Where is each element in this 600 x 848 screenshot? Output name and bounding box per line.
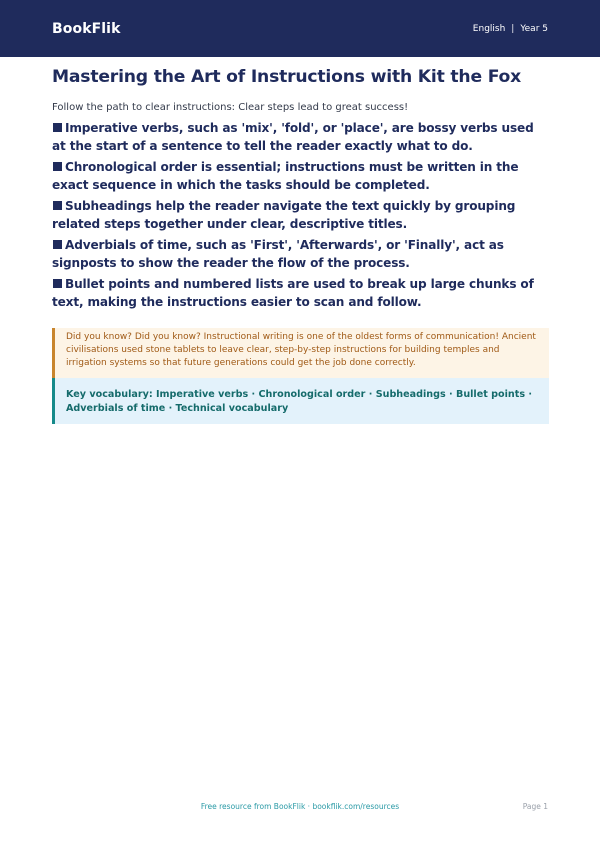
page-title: Mastering the Art of Instructions with Kit the Fox: [52, 67, 522, 87]
subject-label: English: [472, 23, 506, 34]
page-header: [0, 0, 600, 57]
list-item: [52, 159, 549, 194]
page-number: Page 1: [522, 802, 548, 811]
did-you-know-box: Did you know? Did you know? Instructional writing is one of the oldest forms of communication! Ancient civilisations used stone tablets to leave clear, step-by-step instructions for building temples and irrigation systems so that future generations could get the job done correctly.: [52, 328, 549, 378]
list-item: [52, 276, 549, 311]
square-bullet-icon: [53, 201, 62, 210]
year-label: Year 5: [520, 23, 548, 34]
page-subtitle: Follow the path to clear instructions: Clear steps lead to great success!: [52, 102, 409, 113]
list-item-text: Imperative verbs, such as 'mix', 'fold', or 'place', are bossy verbs used at the start of a sentence to tell the reader exactly what to do.: [52, 121, 534, 153]
square-bullet-icon: [53, 279, 62, 288]
list-item-text: Subheadings help the reader navigate the text quickly by grouping related steps together under clear, descriptive titles.: [52, 199, 516, 231]
list-item-text: Adverbials of time, such as 'First', 'Afterwards', or 'Finally', act as signposts to show the reader the flow of the process.: [52, 238, 504, 270]
square-bullet-icon: [53, 123, 62, 132]
square-bullet-icon: [53, 240, 62, 249]
meta-separator: |: [511, 23, 515, 34]
footer-source-link[interactable]: Free resource from BookFlik · bookflik.com/resources: [200, 802, 400, 811]
square-bullet-icon: [53, 162, 62, 171]
list-item: [52, 120, 549, 155]
list-item: [52, 198, 549, 233]
list-item-text: Bullet points and numbered lists are used to break up large chunks of text, making the instructions easier to scan and follow.: [52, 277, 534, 309]
list-item: [52, 237, 549, 272]
subject-meta: [473, 24, 548, 34]
brand-logo[interactable]: BookFlik: [52, 20, 121, 37]
page-footer: [0, 802, 600, 814]
key-points-list: [52, 120, 549, 311]
main-content: [52, 66, 549, 424]
list-item-text: Chronological order is essential; instructions must be written in the exact sequence in which the tasks should be completed.: [52, 160, 519, 192]
key-vocabulary-box: Key vocabulary: Imperative verbs · Chronological order · Subheadings · Bullet points · Adverbials of time · Technical vocabulary: [52, 378, 549, 424]
